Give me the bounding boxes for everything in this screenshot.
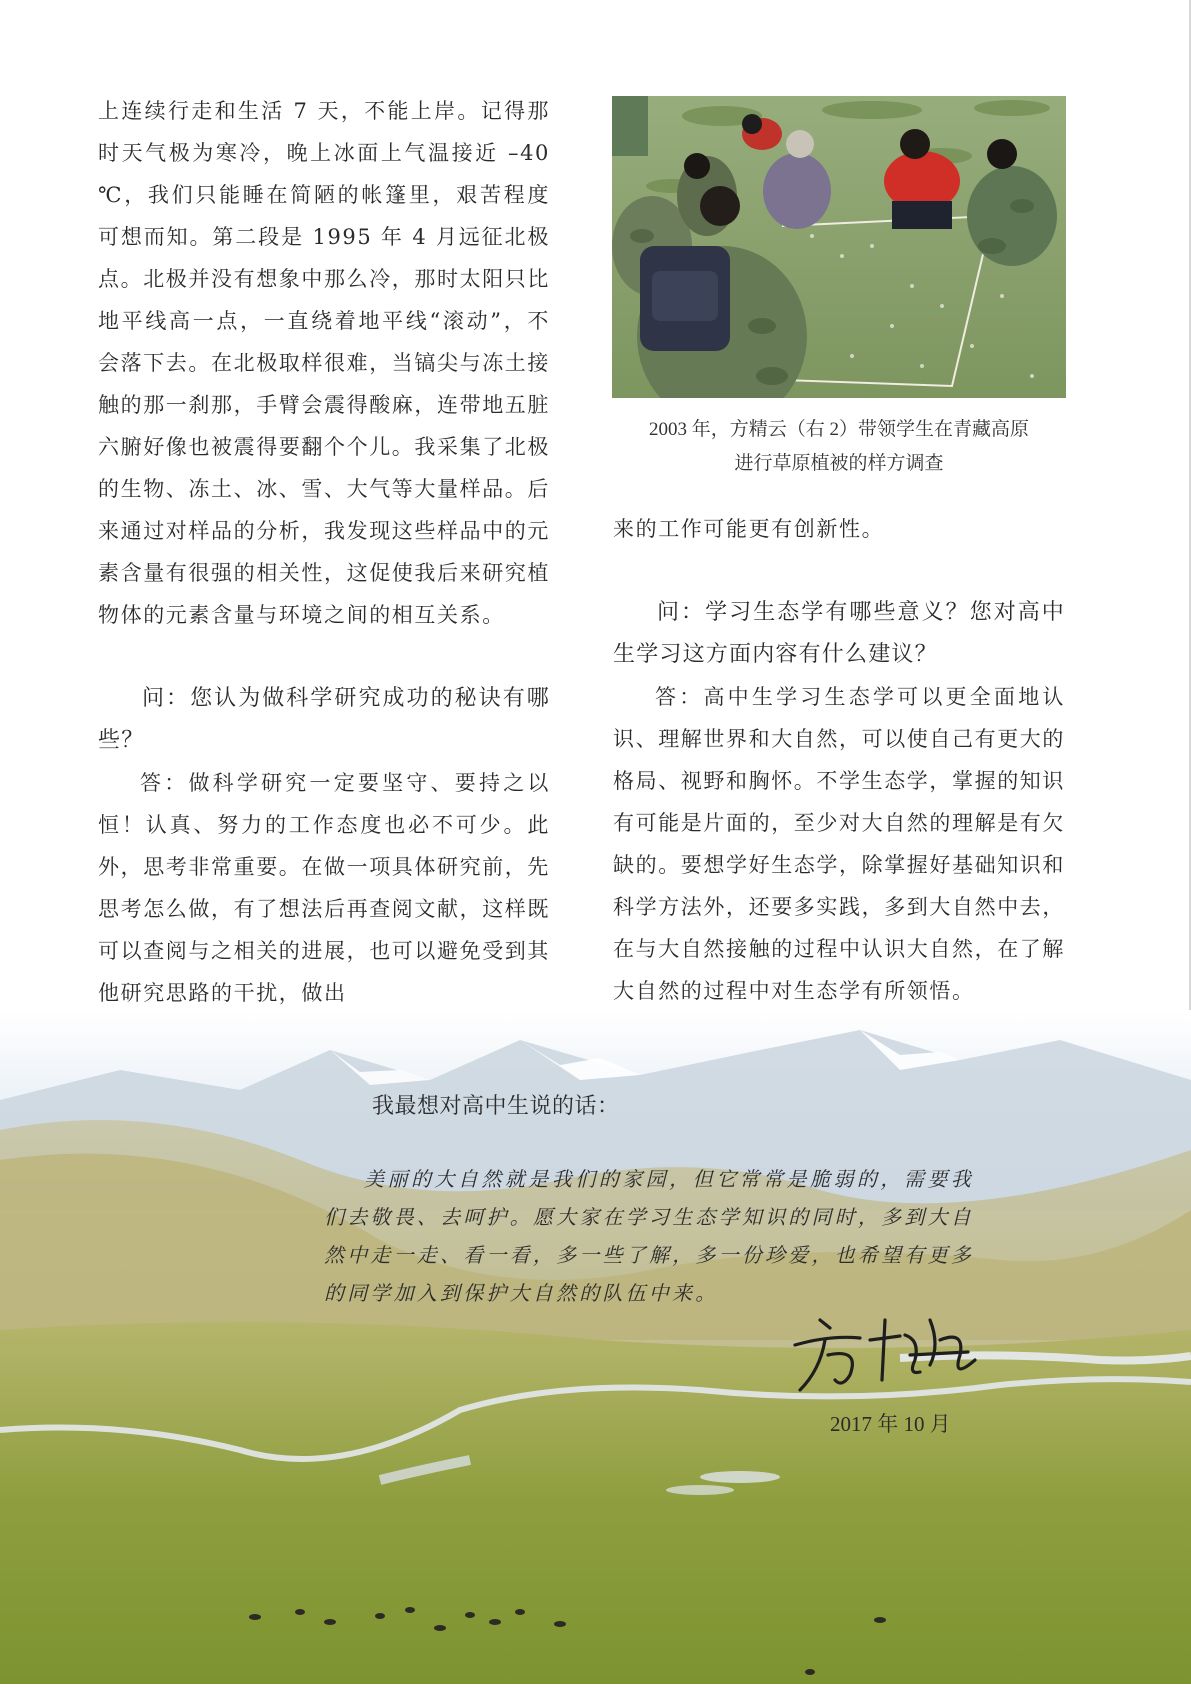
left-column [98, 90, 550, 1014]
question-text: 学习生态学有哪些意义？您对高中生学习这方面内容有什么建议？ [613, 600, 1065, 667]
answer-label: 答： [140, 771, 189, 795]
farewell-title: 我最想对高中生说的话： [372, 1094, 620, 1119]
answer-label: 答： [655, 685, 704, 709]
answer-text: 做科学研究一定要坚守、要持之以恒！认真、努力的工作态度也必不可少。此外，思考非常重要。在做一项具体研究前，先思考怎么做，有了想法后再查阅文献，这样既可以查阅与之相关的进展，也可以避免受到其他研究思路的干扰，做出 [98, 771, 551, 1005]
question-1 [98, 678, 550, 762]
question-label: 问： [142, 686, 191, 711]
answer-text: 高中生学习生态学可以更全面地认识、理解世界和大自然，可以使自己有更大的格局、视野和胸怀。不学生态学，掌握的知识有可能是片面的，至少对大自然的理解是有欠缺的。要想学好生态学，除掌握好基础知识和科学方法外，还要多实践，多到大自然中去，在与大自然接触的过程中认识大自然，在了解大自然的过程中对生态学有所领悟。 [613, 685, 1066, 1003]
answer-2 [613, 676, 1065, 1012]
handwritten-signature [790, 1300, 980, 1400]
caption-line-1: 2003 年，方精云（右 2）带领学生在青藏高原 [648, 419, 1029, 440]
right-column [613, 508, 1065, 1012]
farewell-message: 美丽的大自然就是我们的家园，但它常常是脆弱的，需要我们去敬畏、去呵护。愿大家在学习生态学知识的同时，多到大自然中走一走、看一看，多一些了解，多一份珍爱，也希望有更多的同学加入到保护大自然的队伍中来。 [324, 1167, 974, 1305]
answer-1 [98, 762, 550, 1014]
continuation-text: 来的工作可能更有创新性。 [613, 517, 885, 541]
intro-paragraph: 上连续行走和生活 7 天，不能上岸。记得那时天气极为寒冷，晚上冰面上气温接近 –40 ℃，我们只能睡在简陋的帐篷里，艰苦程度可想而知。第二段是 1995 年 4 月远征北极点。北极并没有想象中那么冷，那时太阳只比地平线高一点，一直绕着地平线“滚动”，不会落下去。在北极取样很难，当镐尖与冻土接触的那一刹那，手臂会震得酸麻，连带地五脏六腑好像也被震得要翻个个儿。我采集了北极的生物、冻土、冰、雪、大气等大量样品。后来通过对样品的分析，我发现这些样品中的元素含量有很强的相关性，这促使我后来研究植物体的元素含量与环境之间的相互关系。 [98, 99, 550, 627]
signature-date: 2017 年 10 月 [830, 1412, 951, 1436]
question-label: 问： [657, 600, 706, 625]
photo-caption [612, 413, 1066, 481]
caption-line-2: 进行草原植被的样方调查 [734, 453, 944, 474]
question-2 [613, 592, 1065, 676]
field-survey-photo [612, 96, 1066, 398]
question-text: 您认为做科学研究成功的秘诀有哪些？ [98, 686, 550, 753]
